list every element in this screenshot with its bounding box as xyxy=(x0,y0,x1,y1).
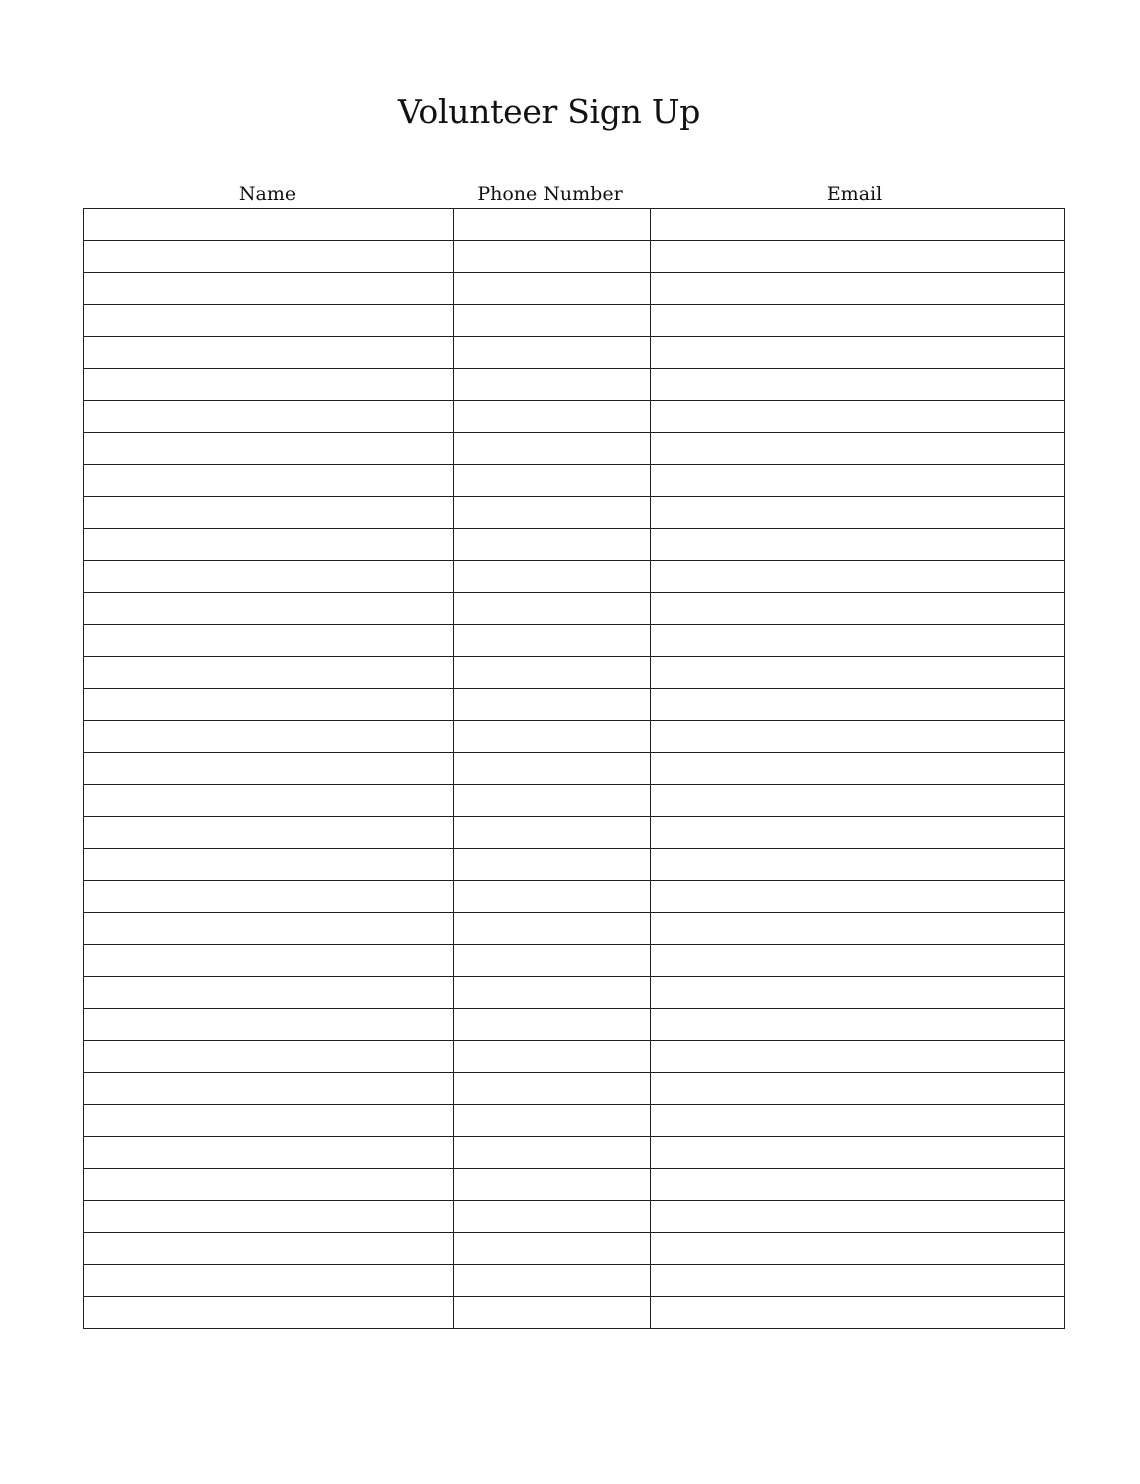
name-cell[interactable] xyxy=(84,721,454,753)
column-header-email: Email xyxy=(826,183,883,205)
phone-number-cell[interactable] xyxy=(454,1201,651,1233)
name-cell[interactable] xyxy=(84,785,454,817)
name-cell[interactable] xyxy=(84,1009,454,1041)
email-cell[interactable] xyxy=(651,1169,1065,1201)
phone-number-cell[interactable] xyxy=(454,337,651,369)
name-cell[interactable] xyxy=(84,593,454,625)
email-cell[interactable] xyxy=(651,817,1065,849)
table-row xyxy=(84,625,1065,657)
table-row xyxy=(84,1169,1065,1201)
name-cell[interactable] xyxy=(84,561,454,593)
name-cell[interactable] xyxy=(84,913,454,945)
table-row xyxy=(84,817,1065,849)
name-cell[interactable] xyxy=(84,1137,454,1169)
email-cell[interactable] xyxy=(651,1073,1065,1105)
name-cell[interactable] xyxy=(84,465,454,497)
table-row xyxy=(84,305,1065,337)
email-cell[interactable] xyxy=(651,721,1065,753)
phone-number-cell[interactable] xyxy=(454,881,651,913)
phone-number-cell[interactable] xyxy=(454,753,651,785)
table-row xyxy=(84,401,1065,433)
phone-number-cell[interactable] xyxy=(454,497,651,529)
table-row xyxy=(84,881,1065,913)
email-cell[interactable] xyxy=(651,657,1065,689)
name-cell[interactable] xyxy=(84,849,454,881)
email-cell[interactable] xyxy=(651,1265,1065,1297)
table-row xyxy=(84,593,1065,625)
name-cell[interactable] xyxy=(84,337,454,369)
table-row xyxy=(84,369,1065,401)
phone-number-cell[interactable] xyxy=(454,657,651,689)
table-row xyxy=(84,561,1065,593)
email-cell[interactable] xyxy=(651,689,1065,721)
name-cell[interactable] xyxy=(84,657,454,689)
name-cell[interactable] xyxy=(84,689,454,721)
table-row xyxy=(84,1073,1065,1105)
name-cell[interactable] xyxy=(84,433,454,465)
column-header-phone-number: Phone Number xyxy=(477,183,623,205)
name-cell[interactable] xyxy=(84,1201,454,1233)
table-row xyxy=(84,849,1065,881)
column-header-name: Name xyxy=(238,183,297,205)
table-row xyxy=(84,1105,1065,1137)
email-cell[interactable] xyxy=(651,849,1065,881)
signup-table-body xyxy=(84,209,1065,1329)
email-cell[interactable] xyxy=(651,337,1065,369)
phone-number-cell[interactable] xyxy=(454,1105,651,1137)
phone-number-cell[interactable] xyxy=(454,785,651,817)
email-cell[interactable] xyxy=(651,241,1065,273)
email-cell[interactable] xyxy=(651,529,1065,561)
phone-number-cell[interactable] xyxy=(454,977,651,1009)
email-cell[interactable] xyxy=(651,913,1065,945)
phone-number-cell[interactable] xyxy=(454,241,651,273)
phone-number-cell[interactable] xyxy=(454,1137,651,1169)
table-row xyxy=(84,465,1065,497)
name-cell[interactable] xyxy=(84,401,454,433)
phone-number-cell[interactable] xyxy=(454,529,651,561)
name-cell[interactable] xyxy=(84,1073,454,1105)
table-row xyxy=(84,1297,1065,1329)
phone-number-cell[interactable] xyxy=(454,1297,651,1329)
name-cell[interactable] xyxy=(84,945,454,977)
email-cell[interactable] xyxy=(651,881,1065,913)
table-row xyxy=(84,209,1065,241)
table-row xyxy=(84,977,1065,1009)
table-row xyxy=(84,689,1065,721)
table-row xyxy=(84,1265,1065,1297)
table-row xyxy=(84,913,1065,945)
phone-number-cell[interactable] xyxy=(454,945,651,977)
name-cell[interactable] xyxy=(84,305,454,337)
phone-number-cell[interactable] xyxy=(454,689,651,721)
page-title: Volunteer Sign Up xyxy=(397,92,701,131)
phone-number-cell[interactable] xyxy=(454,465,651,497)
email-cell[interactable] xyxy=(651,753,1065,785)
table-row xyxy=(84,657,1065,689)
email-cell[interactable] xyxy=(651,977,1065,1009)
name-cell[interactable] xyxy=(84,369,454,401)
name-cell[interactable] xyxy=(84,497,454,529)
email-cell[interactable] xyxy=(651,209,1065,241)
name-cell[interactable] xyxy=(84,753,454,785)
table-row xyxy=(84,945,1065,977)
email-cell[interactable] xyxy=(651,369,1065,401)
email-cell[interactable] xyxy=(651,593,1065,625)
name-cell[interactable] xyxy=(84,625,454,657)
email-cell[interactable] xyxy=(651,497,1065,529)
table-row xyxy=(84,1009,1065,1041)
phone-number-cell[interactable] xyxy=(454,209,651,241)
email-cell[interactable] xyxy=(651,1009,1065,1041)
table-row xyxy=(84,1041,1065,1073)
table-row xyxy=(84,1137,1065,1169)
email-cell[interactable] xyxy=(651,561,1065,593)
phone-number-cell[interactable] xyxy=(454,433,651,465)
phone-number-cell[interactable] xyxy=(454,401,651,433)
table-row xyxy=(84,753,1065,785)
email-cell[interactable] xyxy=(651,433,1065,465)
phone-number-cell[interactable] xyxy=(454,1233,651,1265)
name-cell[interactable] xyxy=(84,1297,454,1329)
table-row xyxy=(84,721,1065,753)
signup-table xyxy=(83,208,1065,1329)
name-cell[interactable] xyxy=(84,273,454,305)
table-row xyxy=(84,241,1065,273)
name-cell[interactable] xyxy=(84,1233,454,1265)
name-cell[interactable] xyxy=(84,1265,454,1297)
email-cell[interactable] xyxy=(651,1297,1065,1329)
phone-number-cell[interactable] xyxy=(454,817,651,849)
name-cell[interactable] xyxy=(84,881,454,913)
name-cell[interactable] xyxy=(84,1041,454,1073)
email-cell[interactable] xyxy=(651,785,1065,817)
email-cell[interactable] xyxy=(651,1201,1065,1233)
phone-number-cell[interactable] xyxy=(454,1041,651,1073)
phone-number-cell[interactable] xyxy=(454,561,651,593)
email-cell[interactable] xyxy=(651,945,1065,977)
email-cell[interactable] xyxy=(651,401,1065,433)
phone-number-cell[interactable] xyxy=(454,625,651,657)
table-row xyxy=(84,785,1065,817)
phone-number-cell[interactable] xyxy=(454,1265,651,1297)
phone-number-cell[interactable] xyxy=(454,721,651,753)
email-cell[interactable] xyxy=(651,1137,1065,1169)
email-cell[interactable] xyxy=(651,625,1065,657)
table-row xyxy=(84,273,1065,305)
phone-number-cell[interactable] xyxy=(454,849,651,881)
phone-number-cell[interactable] xyxy=(454,305,651,337)
name-cell[interactable] xyxy=(84,529,454,561)
email-cell[interactable] xyxy=(651,273,1065,305)
phone-number-cell[interactable] xyxy=(454,369,651,401)
phone-number-cell[interactable] xyxy=(454,1169,651,1201)
name-cell[interactable] xyxy=(84,817,454,849)
phone-number-cell[interactable] xyxy=(454,913,651,945)
email-cell[interactable] xyxy=(651,465,1065,497)
phone-number-cell[interactable] xyxy=(454,593,651,625)
table-row xyxy=(84,433,1065,465)
table-row xyxy=(84,1233,1065,1265)
table-row xyxy=(84,337,1065,369)
email-cell[interactable] xyxy=(651,1105,1065,1137)
name-cell[interactable] xyxy=(84,241,454,273)
name-cell[interactable] xyxy=(84,1169,454,1201)
email-cell[interactable] xyxy=(651,305,1065,337)
phone-number-cell[interactable] xyxy=(454,1009,651,1041)
email-cell[interactable] xyxy=(651,1041,1065,1073)
name-cell[interactable] xyxy=(84,1105,454,1137)
phone-number-cell[interactable] xyxy=(454,273,651,305)
phone-number-cell[interactable] xyxy=(454,1073,651,1105)
name-cell[interactable] xyxy=(84,209,454,241)
email-cell[interactable] xyxy=(651,1233,1065,1265)
table-header xyxy=(83,180,1061,208)
name-cell[interactable] xyxy=(84,977,454,1009)
table-row xyxy=(84,497,1065,529)
table-row xyxy=(84,1201,1065,1233)
table-row xyxy=(84,529,1065,561)
